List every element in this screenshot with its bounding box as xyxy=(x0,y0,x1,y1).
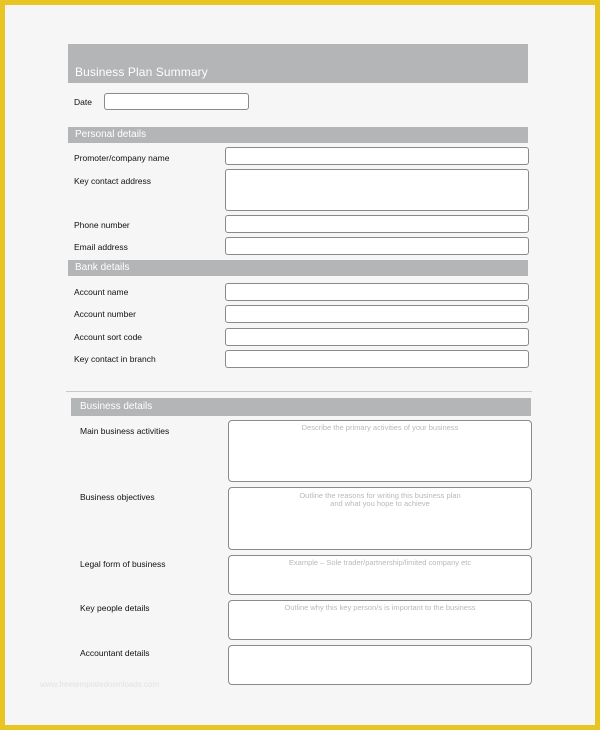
address-field[interactable] xyxy=(225,169,529,211)
title-bar xyxy=(68,44,528,83)
watermark-text: www.freetemplatedownloads.com xyxy=(40,680,160,689)
section-personal-details: Personal details xyxy=(68,127,528,143)
activities-label: Main business activities xyxy=(80,426,170,436)
objectives-label: Business objectives xyxy=(80,492,155,502)
objectives-field[interactable] xyxy=(228,487,532,550)
date-field[interactable] xyxy=(104,93,249,110)
phone-field[interactable] xyxy=(225,215,529,233)
section-business-details: Business details xyxy=(71,398,531,416)
key-people-hint: Outline why this key person/s is important to the business xyxy=(284,603,476,612)
activities-hint: Describe the primary activities of your business xyxy=(301,423,459,432)
objectives-hint-line2: and what you hope to achieve xyxy=(330,499,430,508)
promoter-label: Promoter/company name xyxy=(74,153,170,163)
date-label: Date xyxy=(74,97,92,107)
accountant-field[interactable] xyxy=(228,645,532,685)
account-number-label: Account number xyxy=(74,309,136,319)
key-people-field[interactable] xyxy=(228,600,532,640)
account-name-field[interactable] xyxy=(225,283,529,301)
promoter-field[interactable] xyxy=(225,147,529,165)
email-field[interactable] xyxy=(225,237,529,255)
objectives-hint-line1: Outline the reasons for writing this business plan xyxy=(299,491,461,500)
section-bank-details: Bank details xyxy=(68,260,528,276)
activities-field[interactable] xyxy=(228,420,532,482)
account-name-label: Account name xyxy=(74,287,129,297)
section-divider xyxy=(66,391,532,392)
form-page xyxy=(5,5,595,725)
accountant-label: Accountant details xyxy=(80,648,150,658)
page-title: Business Plan Summary xyxy=(75,65,208,79)
legal-form-label: Legal form of business xyxy=(80,559,166,569)
sort-code-field[interactable] xyxy=(225,328,529,346)
phone-label: Phone number xyxy=(74,220,130,230)
address-label: Key contact address xyxy=(74,176,152,186)
account-number-field[interactable] xyxy=(225,305,529,323)
legal-form-hint: Example – Sole trader/partnership/limited company etc xyxy=(288,558,472,567)
legal-form-field[interactable] xyxy=(228,555,532,595)
objectives-hint xyxy=(229,492,531,508)
branch-contact-label: Key contact in branch xyxy=(74,354,156,364)
email-label: Email address xyxy=(74,242,128,252)
key-people-label: Key people details xyxy=(80,603,150,613)
branch-contact-field[interactable] xyxy=(225,350,529,368)
sort-code-label: Account sort code xyxy=(74,332,143,342)
